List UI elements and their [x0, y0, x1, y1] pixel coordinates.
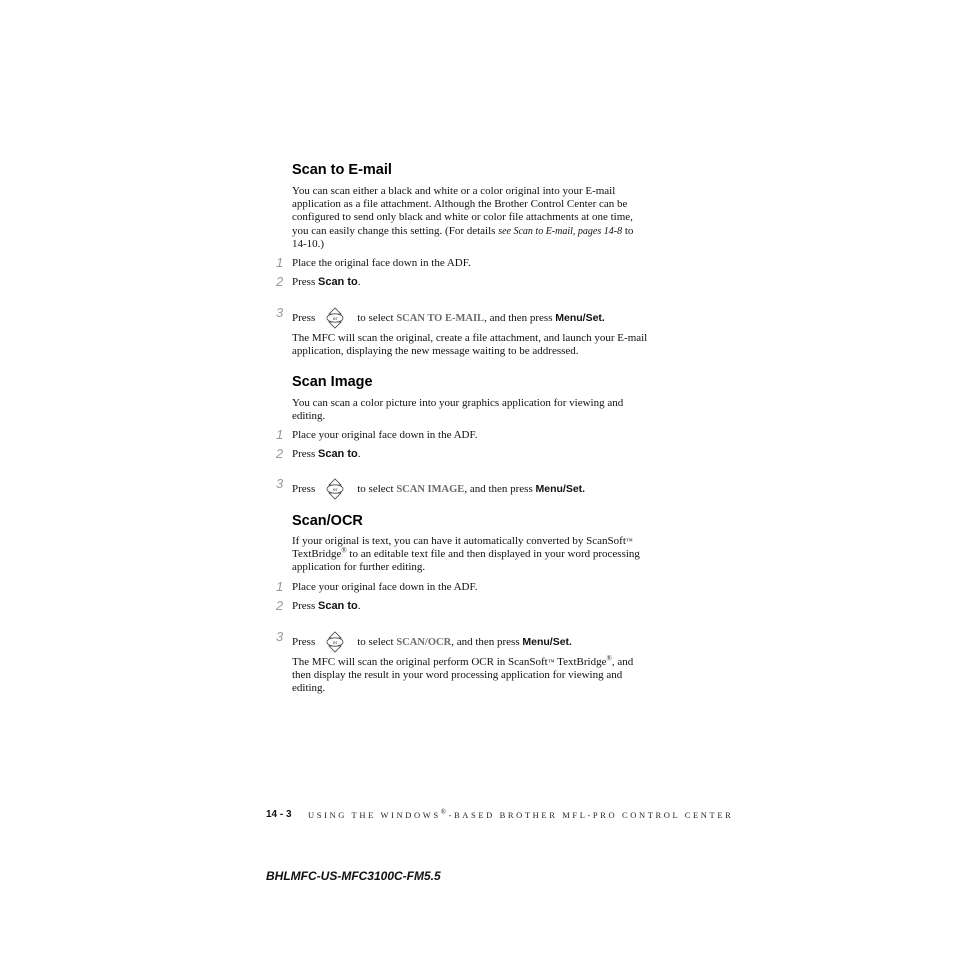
key-name-menu-set: Menu/Set.: [555, 312, 605, 324]
intro-text: to an editable text file and then displayed in your word processing: [346, 548, 640, 561]
registered-symbol: ®: [341, 546, 347, 555]
document-model-id: BHLMFC-US-MFC3100C-FM5.5: [266, 869, 441, 883]
step-text-select: to select: [357, 312, 397, 324]
step-text: [292, 448, 360, 460]
step-text-press: Press: [292, 636, 316, 648]
step-text: Place the original face down in the ADF.: [292, 257, 471, 269]
step-number: 3: [276, 476, 284, 491]
footer-title-text: -BASED BROTHER MFL-PRO CONTROL CENTER: [448, 810, 734, 820]
scan-to-email-result: [292, 332, 664, 358]
section-heading-scan-to-email: Scan to E-mail: [292, 162, 392, 178]
result-line: then display the result in your word processing application for viewing and: [292, 669, 623, 682]
step-text-press: Press: [292, 448, 318, 460]
intro-line: You can scan either a black and white or a color original into your E-mail: [292, 185, 616, 197]
step-text: [292, 631, 572, 653]
navigation-key-label: or: [332, 487, 338, 493]
key-name-menu-set: Menu/Set.: [535, 483, 586, 495]
intro-line: 14-10.): [292, 237, 325, 250]
step-text-press: Press: [292, 276, 318, 288]
intro-line: [292, 535, 664, 548]
step-text-then: , and then press: [484, 312, 556, 324]
key-name-scan-to: Scan to: [317, 276, 358, 288]
intro-text: TextBridge: [292, 548, 342, 561]
step-text: [292, 600, 360, 612]
page-number: 14 - 3: [266, 809, 292, 820]
navigation-key-icon: [326, 307, 344, 329]
step-number: 2: [276, 274, 284, 289]
result-line: application, displaying the new message waiting to be addressed.: [292, 345, 579, 358]
step-text-press: Press: [292, 600, 318, 612]
step-text-then: , and then press: [451, 636, 523, 648]
footer-title-text: USING THE WINDOWS: [308, 810, 441, 820]
step-text-then: , and then press: [464, 483, 536, 495]
step-number: 1: [276, 255, 284, 270]
registered-symbol: ®: [606, 654, 612, 663]
navigation-key-label: or: [332, 640, 338, 646]
result-text: , and: [611, 656, 634, 668]
intro-line: You can scan a color picture into your graphics application for viewing and: [292, 397, 624, 409]
step-text-press: Press: [292, 483, 316, 495]
step-number: 3: [276, 629, 284, 644]
result-line: The MFC will scan the original, create a file attachment, and launch your E-mail: [292, 332, 648, 344]
section-heading-scan-image: Scan Image: [292, 374, 373, 390]
step-text-press: Press: [292, 312, 316, 324]
intro-line: editing.: [292, 410, 326, 423]
menu-option-scan-to-email: SCAN TO E-MAIL: [396, 313, 485, 324]
step-number: 2: [276, 446, 284, 461]
step-text-end: .: [357, 448, 361, 460]
navigation-key-icon: [326, 478, 344, 500]
trademark-symbol: ™: [547, 658, 555, 666]
intro-line: application for further editing.: [292, 561, 426, 574]
cross-reference: see Scan to E-mail, pages 14-8: [498, 225, 623, 237]
step-text-select: to select: [357, 636, 397, 648]
step-number: 2: [276, 598, 284, 613]
key-name-scan-to: Scan to: [317, 600, 358, 612]
scan-to-email-intro: [292, 185, 664, 251]
result-text: The MFC will scan the original perform OCR in ScanSoft: [292, 656, 548, 668]
intro-text: to: [622, 224, 634, 237]
scan-image-intro: [292, 397, 664, 423]
step-text-end: .: [357, 600, 361, 612]
key-name-menu-set: Menu/Set.: [522, 636, 572, 648]
navigation-key-icon: [326, 631, 344, 653]
step-text: [292, 276, 360, 288]
step-number: 3: [276, 305, 284, 320]
intro-line: configured to send only black and white or color file attachments at one time,: [292, 211, 633, 224]
intro-line: [292, 225, 664, 238]
step-text: Place your original face down in the ADF.: [292, 581, 478, 593]
key-name-scan-to: Scan to: [317, 448, 358, 460]
menu-option-scan-ocr: SCAN/OCR: [396, 637, 452, 648]
result-text: TextBridge: [554, 656, 607, 668]
step-text-end: .: [357, 276, 361, 288]
menu-option-scan-image: SCAN IMAGE: [396, 484, 465, 495]
section-heading-scan-ocr: Scan/OCR: [292, 513, 363, 529]
step-text: [292, 478, 585, 500]
registered-symbol: ®: [440, 808, 449, 817]
step-text: Place your original face down in the ADF.: [292, 429, 478, 441]
scan-ocr-intro: [292, 535, 664, 575]
navigation-key-label: or: [332, 316, 338, 322]
scan-ocr-result: [292, 656, 664, 696]
step-number: 1: [276, 579, 284, 594]
intro-text: If your original is text, you can have it automatically converted by ScanSoft: [292, 535, 626, 547]
result-line: editing.: [292, 682, 326, 695]
step-text: [292, 307, 605, 329]
intro-text: you can easily change this setting. (For details: [292, 224, 499, 237]
intro-line: application as a file attachment. Although the Brother Control Center can be: [292, 198, 628, 211]
result-line: [292, 656, 664, 669]
intro-line: [292, 548, 664, 561]
running-footer-title: [308, 810, 733, 820]
step-text-select: to select: [357, 483, 397, 495]
trademark-symbol: ™: [625, 537, 633, 545]
step-number: 1: [276, 427, 284, 442]
